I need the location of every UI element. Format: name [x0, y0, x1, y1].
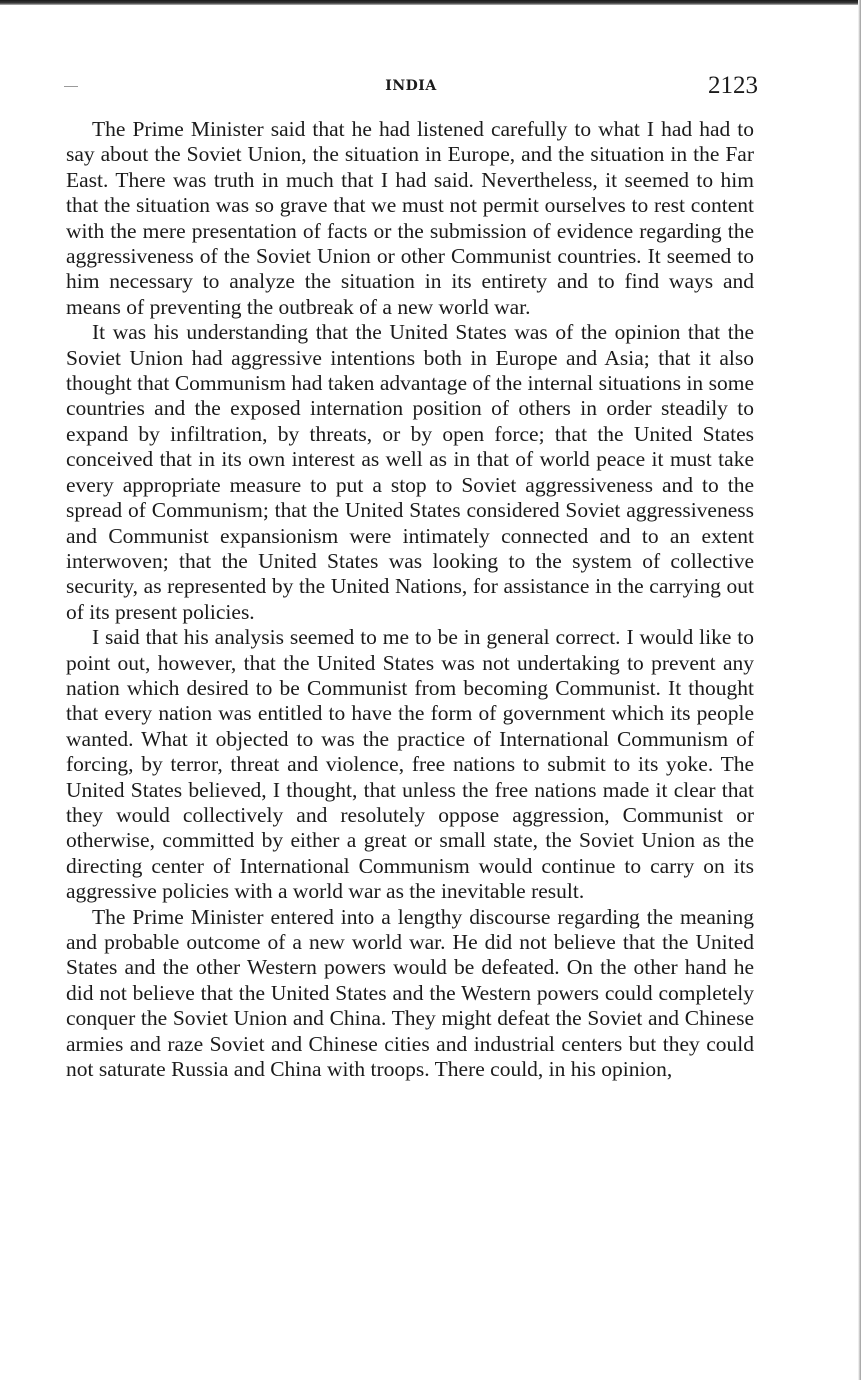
paragraph: The Prime Minister entered into a lengthy discourse regarding the meaning and probable outcome of a new world war. He did not believe that the United States and the other Western powers would be defeated. On the other hand he did not believe that the United States and the Western powers could completely conquer the Soviet Union and China. They might defeat the Soviet and Chinese armies and raze Soviet and Chinese cities and industrial centers but they could not saturate Russia and China with troops. There could, in his opinion,: [66, 904, 754, 1082]
page-number: 2123: [708, 72, 758, 99]
running-head: [64, 72, 758, 104]
paragraph: I said that his analysis seemed to me to be in general correct. I would like to point out, however, that the United States was not undertaking to prevent any nation which desired to be Communist from becoming Communist. It thought that every nation was entitled to have the form of government which its people wanted. What it objected to was the practice of International Communism of forcing, by terror, threat and violence, free nations to submit to its yoke. The United States believed, I thought, that unless the free nations made it clear that they would collectively and resolutely oppose aggression, Communist or otherwise, committed by either a great or small state, the Soviet Union as the directing center of International Communism would continue to carry on its aggressive policies with a world war as the inevitable result.: [66, 625, 754, 904]
running-title: INDIA: [385, 78, 437, 94]
paragraph: It was his understanding that the United States was of the opinion that the Soviet Union had aggressive intentions both in Europe and Asia; that it also thought that Communism had taken advantage of the internal situations in some countries and the exposed internation position of others in order steadily to expand by infiltration, by threats, or by open force; that the United States conceived that in its own interest as well as in that of world peace it must take every appropriate measure to put a stop to Soviet aggressiveness and to the spread of Communism; that the United States considered Soviet aggressiveness and Communist expansionism were intimately connected and to an extent interwoven; that the United States was looking to the system of collective security, as represented by the United Nations, for assistance in the carrying out of its present policies.: [66, 320, 754, 624]
body-text: [66, 117, 754, 1082]
paragraph: The Prime Minister said that he had listened carefully to what I had had to say about the Soviet Union, the situation in Europe, and the situation in the Far East. There was truth in much that I had said. Nevertheless, it seemed to him that the situation was so grave that we must not permit ourselves to rest content with the mere presentation of facts or the submission of evidence regarding the aggressiveness of the Soviet Union or other Communist countries. It seemed to him necessary to analyze the situation in its entirety and to find ways and means of preventing the outbreak of a new world war.: [66, 117, 754, 319]
